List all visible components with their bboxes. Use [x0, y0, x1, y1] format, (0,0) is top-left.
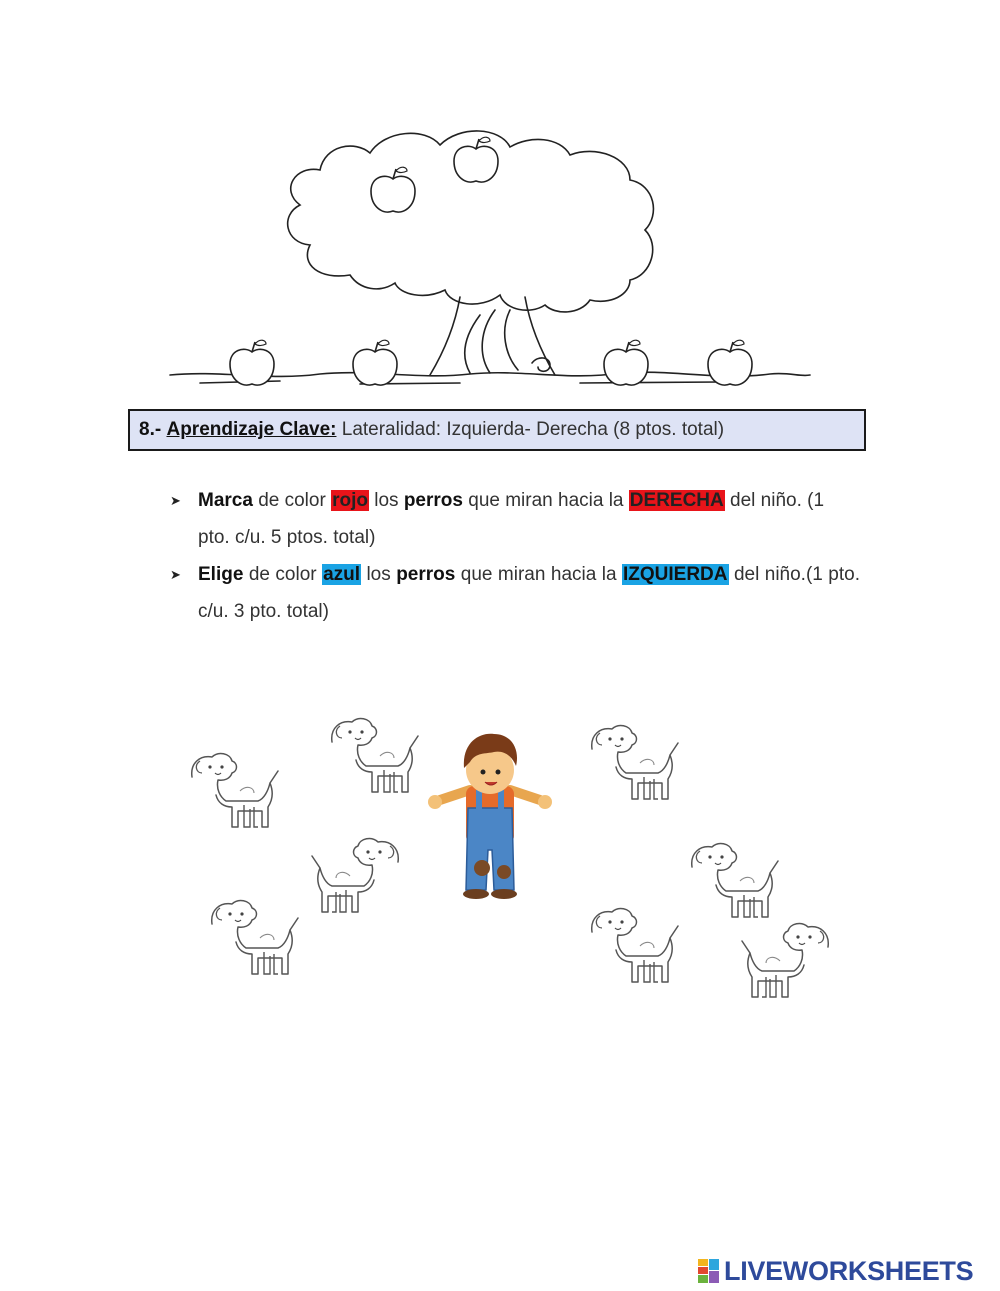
- dog[interactable]: [312, 839, 398, 912]
- instruction-verb: Marca: [198, 490, 253, 511]
- apple-on-ground: [230, 340, 274, 385]
- instruction-text: que miran hacia la: [455, 564, 622, 585]
- apple-on-tree: [454, 137, 498, 182]
- instruction-text: del niño.(1 pto. c/u. 3 pto. total): [198, 564, 860, 622]
- apple-on-ground: [353, 340, 397, 385]
- dog[interactable]: [212, 901, 298, 974]
- instruction-object: perros: [403, 490, 463, 511]
- color-word-blue: azul: [323, 564, 361, 585]
- apple-tree-illustration: [160, 115, 820, 400]
- instruction-text: los: [361, 564, 397, 585]
- instruction-item: [170, 482, 860, 556]
- dog[interactable]: [592, 726, 678, 799]
- logo-text: LIVEWORKSHEETS: [724, 1255, 974, 1286]
- instruction-text: los: [368, 490, 404, 511]
- direction-word-right: DERECHA: [629, 490, 724, 511]
- instruction-text: de color: [243, 564, 323, 585]
- arrow-bullet-icon: ➤: [170, 493, 181, 508]
- section-key-label: Aprendizaje Clave:: [166, 419, 337, 440]
- section-header: [128, 409, 866, 451]
- instruction-text: de color: [252, 490, 332, 511]
- section-topic: Lateralidad: Izquierda- Derecha (8 ptos. total): [341, 419, 725, 440]
- color-word-red: rojo: [332, 490, 368, 511]
- dog[interactable]: [742, 924, 828, 997]
- liveworksheets-logo-icon: [698, 1259, 720, 1283]
- apple-on-ground: [708, 340, 752, 385]
- direction-word-left: IZQUIERDA: [623, 564, 728, 585]
- apple-on-ground: [604, 340, 648, 385]
- dog[interactable]: [692, 844, 778, 917]
- instruction-object: perros: [396, 564, 456, 585]
- apple-on-tree: [371, 167, 415, 212]
- arrow-bullet-icon: ➤: [170, 567, 181, 582]
- instruction-verb: Elige: [198, 564, 244, 585]
- instruction-text: del niño. (1 pto. c/u. 5 ptos. total): [198, 490, 825, 548]
- dog[interactable]: [332, 719, 418, 792]
- liveworksheets-logo: [698, 1256, 973, 1286]
- section-number: 8.-: [139, 419, 162, 440]
- dogs-and-boy-illustration: [170, 700, 850, 1020]
- boy-figure: [428, 734, 552, 899]
- dog[interactable]: [192, 754, 278, 827]
- dog[interactable]: [592, 909, 678, 982]
- instruction-text: que miran hacia la: [462, 490, 629, 511]
- instruction-item: [170, 556, 860, 630]
